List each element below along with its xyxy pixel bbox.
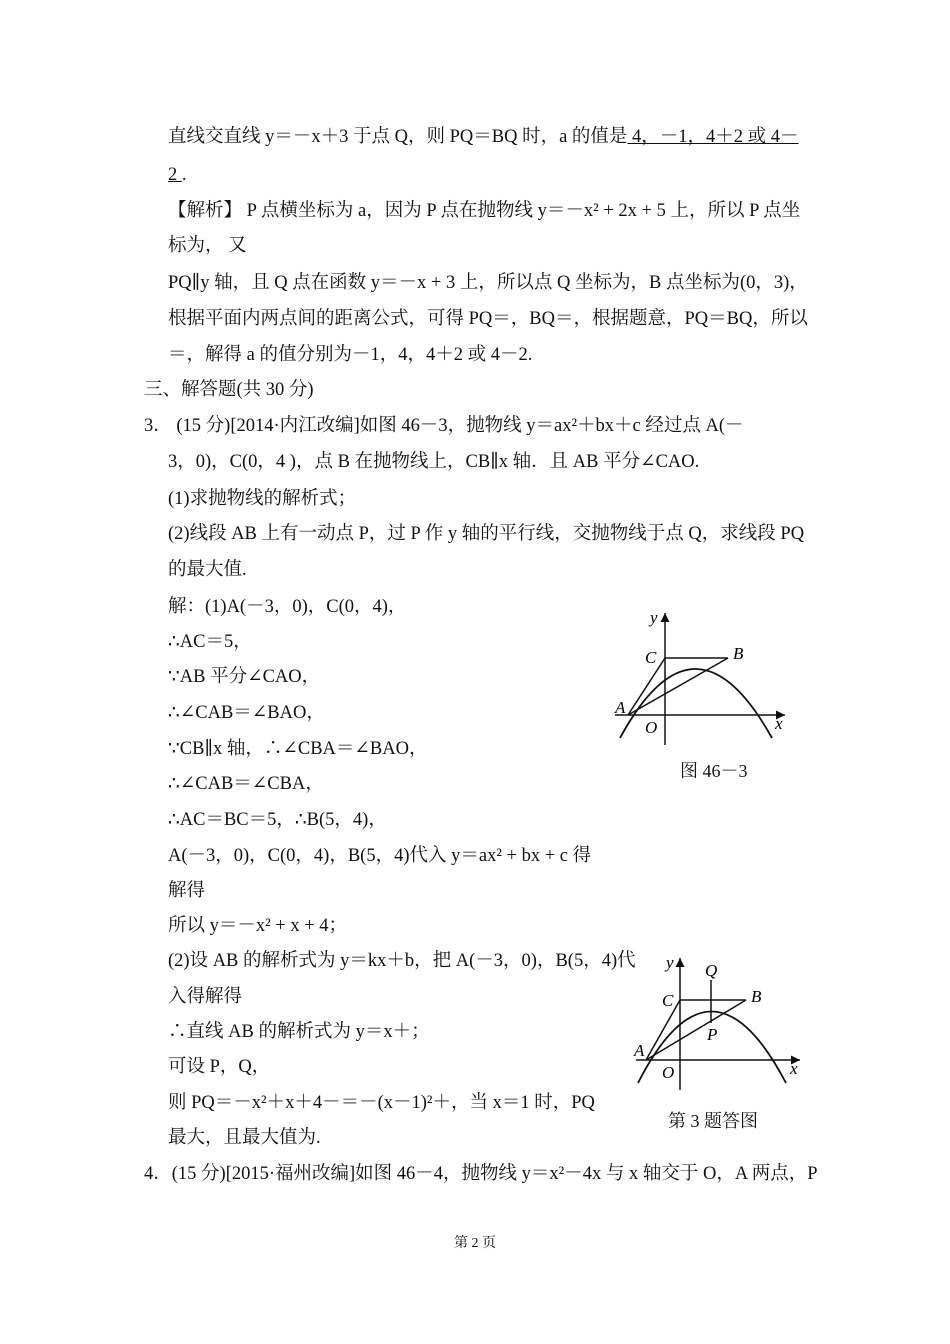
section-heading: 三、解答题(共 30 分) (144, 380, 314, 400)
label-C: C (662, 991, 674, 1010)
line-2 (168, 163, 187, 187)
answer-blank-cont: 2 (168, 165, 182, 185)
page-number: 第 2 页 (454, 1236, 496, 1251)
label-y: y (666, 953, 674, 972)
analysis-line-5: ＝，解得 a 的值分别为－1，4，4＋2 或 4－2. (168, 345, 533, 365)
solution-line-5: ∵CB∥x 轴，∴∠CBA＝∠BAO， (168, 739, 428, 759)
question-3-part-2b: 的最大值. (168, 560, 247, 580)
text: 直线交直线 y＝－x＋3 于点 Q，则 PQ＝BQ 时，a 的值是 (168, 127, 628, 147)
label-x: x (775, 714, 783, 733)
figure-q3-answer (628, 950, 818, 1100)
question-3-line-2: 3，0)，C(0，4 )，点 B 在抛物线上，CB∥x 轴．且 AB 平分∠CAO. (168, 452, 700, 472)
label-x: x (790, 1059, 798, 1078)
label-Q: Q (705, 961, 718, 980)
parabola (620, 669, 772, 738)
line-1 (168, 125, 799, 149)
label-P: P (707, 1025, 718, 1044)
analysis-line-2: 标为， 又 (168, 236, 247, 256)
answer-blank: 4，－1，4＋2 或 4－ (627, 127, 799, 147)
figure-46-3-caption: 图 46－3 (680, 761, 748, 781)
label-A: A (634, 1041, 645, 1060)
solution-line-3: ∵AB 平分∠CAO， (168, 667, 321, 687)
label-y: y (650, 608, 658, 627)
label-A: A (615, 698, 626, 717)
solution-line-4: ∴∠CAB＝∠BAO， (168, 703, 325, 723)
analysis-line-4: 根据平面内两点间的距离公式，可得 PQ＝，BQ＝，根据题意，PQ＝BQ，所以 (168, 309, 808, 329)
question-3-line-1: 3． (15 分)[2014·内江改编]如图 46－3，抛物线 y＝ax²＋bx＋c 经过点 A(－ (144, 416, 744, 436)
solution-line-11: (2)设 AB 的解析式为 y＝kx＋b，把 A(－3，0)，B(5，4)代 (168, 951, 636, 971)
question-3-part-1: (1)求抛物线的解析式； (168, 489, 357, 509)
solution-line-6: ∴∠CAB＝∠CBA， (168, 774, 324, 794)
label-B: B (751, 987, 762, 1006)
parabola (638, 1012, 786, 1084)
label-O: O (645, 718, 658, 737)
solution-line-13: ∴直线 AB 的解析式为 y＝x＋； (168, 1022, 430, 1042)
figure-q3-answer-caption: 第 3 题答图 (668, 1111, 758, 1131)
analysis-line-1: 【解析】 P 点横坐标为 a，因为 P 点在抛物线 y＝－x² + 2x + 5 上，所以 P 点坐 (168, 201, 801, 221)
solution-line-7: ∴AC＝BC＝5，∴B(5，4)， (168, 810, 387, 830)
solution-line-2: ∴AC＝5， (168, 632, 252, 652)
solution-line-12: 入得解得 (168, 987, 243, 1007)
analysis-line-3: PQ∥y 轴，且 Q 点在函数 y＝－x + 3 上，所以点 Q 坐标为，B 点坐标为(0，3)， (168, 273, 808, 293)
solution-line-1: 解：(1)A(－3，0)，C(0，4)， (168, 597, 407, 617)
text: . (181, 165, 187, 185)
solution-line-14: 可设 P，Q， (168, 1057, 271, 1077)
solution-line-10: 所以 y＝－x² + x + 4； (168, 916, 348, 936)
solution-line-9: 解得 (168, 881, 206, 901)
figure-46-3 (610, 605, 800, 755)
segment-AB (646, 1000, 746, 1060)
label-C: C (645, 648, 657, 667)
question-3-part-2: (2)线段 AB 上有一动点 P，过 P 作 y 轴的平行线，交抛物线于点 Q，求线段 PQ (168, 524, 805, 544)
label-O: O (662, 1063, 675, 1082)
solution-line-16: 最大，且最大值为. (168, 1128, 321, 1148)
segment-AB (628, 658, 728, 715)
label-B: B (733, 644, 744, 663)
question-4-line-1: 4．(15 分)[2015·福州改编]如图 46－4，抛物线 y＝x²－4x 与 x 轴交于 O，A 两点，P (144, 1164, 818, 1184)
solution-line-15: 则 PQ＝－x²＋x＋4－＝－(x－1)²＋，当 x＝1 时，PQ (168, 1093, 595, 1113)
solution-line-8: A(－3，0)，C(0，4)，B(5，4)代入 y＝ax² + bx + c 得 (168, 846, 592, 866)
